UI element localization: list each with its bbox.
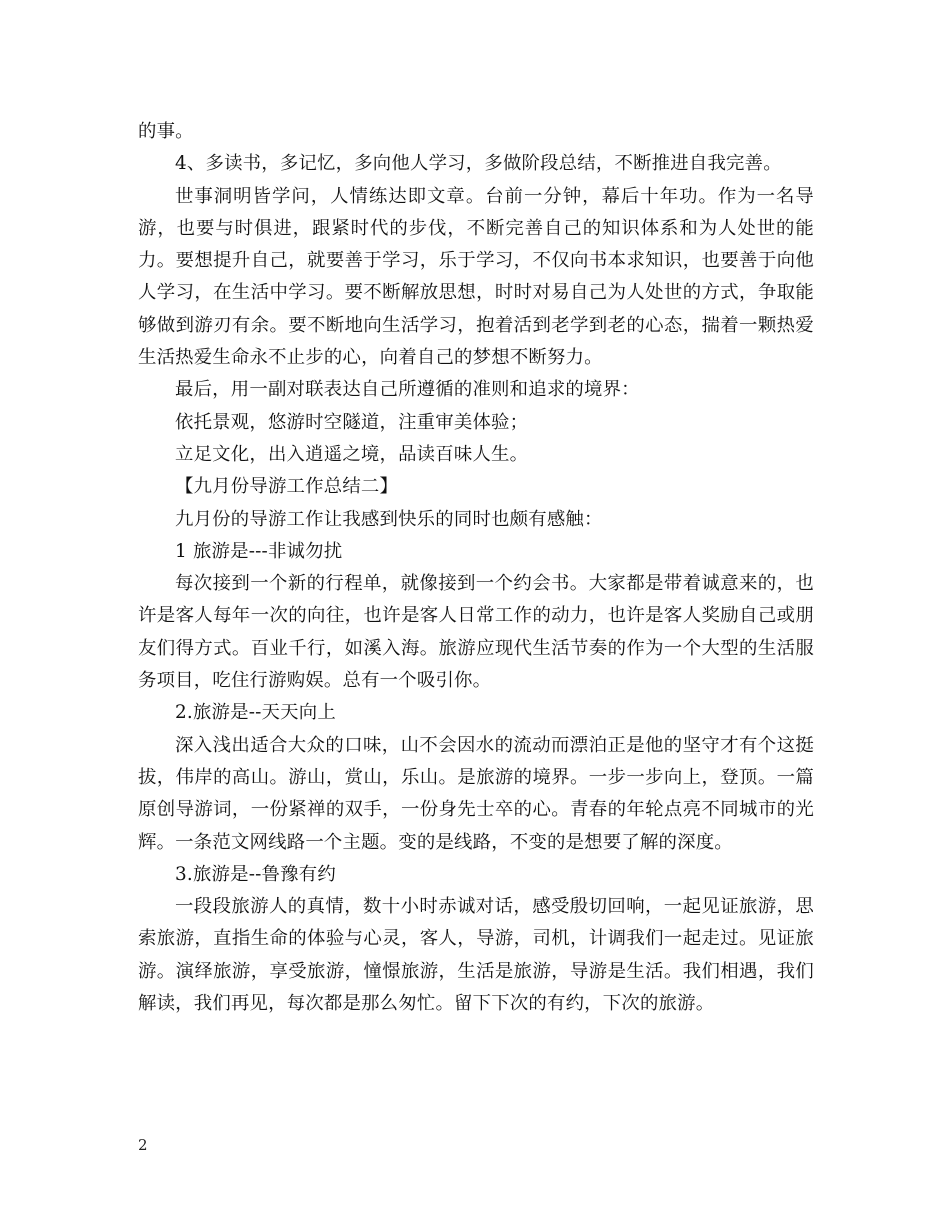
subheading-1: 1 旅游是---非诚勿扰 bbox=[175, 540, 343, 562]
subheading-3: 3.旅游是--鲁豫有约 bbox=[175, 863, 336, 885]
paragraph-subsection-3: 一段段旅游人的真情，数十小时赤诚对话，感受殷切回响，一起见证旅游，思索旅游，直指生命的体验与心灵，客人，导游，司机，计调我们一起走过。见证旅游。演绎旅游，享受旅游，憧憬旅游，生活是旅游，导游是生活。我们相遇，我们解读，我们再见，每次都是那么匆忙。留下下次的有约，下次的旅游。 bbox=[138, 896, 814, 1015]
paragraph-self-improvement: 世事洞明皆学问，人情练达即文章。台前一分钟，幕后十年功。作为一名导游，也要与时俱进，跟紧时代的步伐，不断完善自己的知识体系和为人处世的能力。要想提升自己，就要善于学习，乐于学习，不仅向书本求知识，也要善于向他人学习，在生活中学习。要不断解放思想，时时对易自己为人处世的方式，争取能够做到游刃有余。要不断地向生活学习，抱着活到老学到老的心态，揣着一颗热爱生活热爱生命永不止步的心，向着自己的梦想不断努力。 bbox=[138, 185, 814, 369]
paragraph-item-4: 4、多读书，多记忆，多向他人学习，多做阶段总结，不断推进自我完善。 bbox=[175, 153, 782, 175]
couplet-line-2: 立足文化，出入逍遥之境，品读百味人生。 bbox=[175, 443, 529, 465]
section-heading: 【九月份导游工作总结二】 bbox=[175, 476, 399, 498]
couplet-line-1: 依托景观，悠游时空隧道，注重审美体验； bbox=[175, 411, 529, 433]
paragraph-section-intro: 九月份的导游工作让我感到快乐的同时也颇有感触： bbox=[175, 508, 603, 530]
document-body bbox=[138, 116, 814, 1020]
page-number: 2 bbox=[138, 1136, 148, 1154]
paragraph-subsection-1: 每次接到一个新的行程单，就像接到一个约会书。大家都是带着诚意来的，也许是客人每年一次的向往，也许是客人日常工作的动力，也许是客人奖励自己或朋友们得方式。百业千行，如溪入海。旅游应现代生活节奏的作为一个大型的生活服务项目，吃住行游购娱。总有一个吸引你。 bbox=[138, 573, 814, 692]
subheading-2: 2.旅游是--天天向上 bbox=[175, 702, 336, 724]
paragraph-couplet-intro: 最后，用一副对联表达自己所遵循的准则和追求的境界： bbox=[175, 379, 640, 401]
paragraph-continuation: 的事。 bbox=[138, 121, 194, 142]
paragraph-subsection-2: 深入浅出适合大众的口味，山不会因水的流动而漂泊正是他的坚守才有个这挺拔，伟岸的高山。游山，赏山，乐山。是旅游的境界。一步一步向上，登顶。一篇原创导游词，一份紧禅的双手，一份身先士卒的心。青春的年轮点亮不同城市的光辉。一条范文网线路一个主题。变的是线路，不变的是想要了解的深度。 bbox=[138, 734, 814, 853]
